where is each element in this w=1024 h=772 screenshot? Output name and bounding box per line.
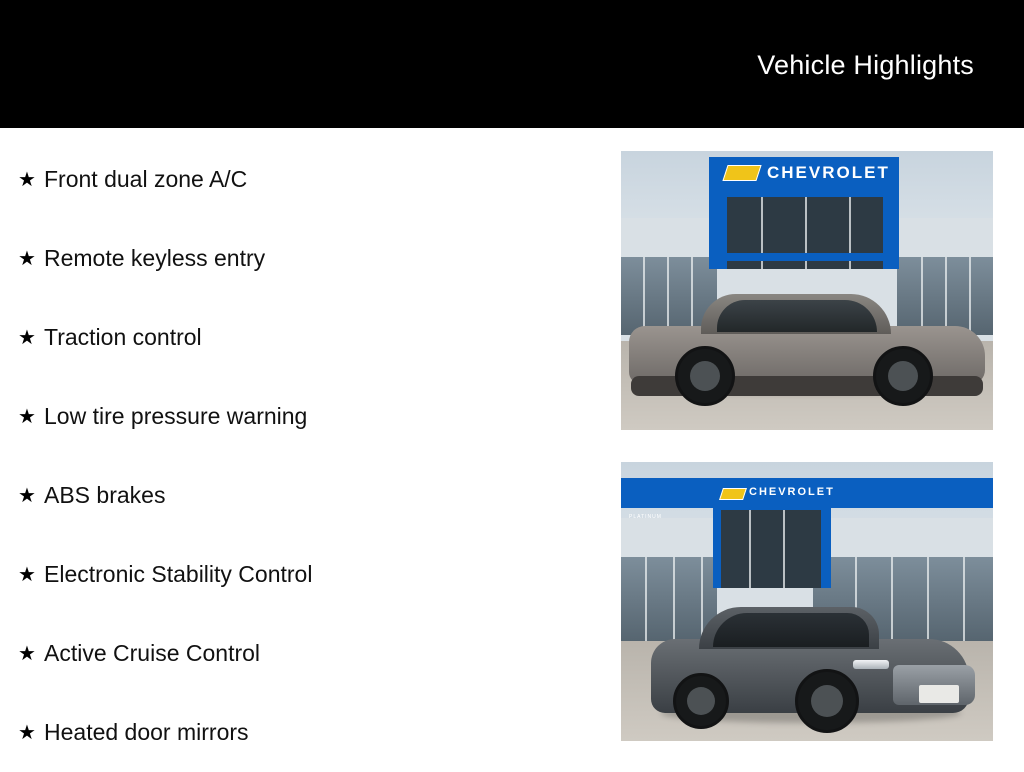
mullion (783, 510, 785, 588)
mullion (749, 510, 751, 588)
front-wheel (795, 669, 859, 733)
list-item (0, 535, 600, 614)
list-item (0, 614, 600, 693)
star-icon: ★ (18, 484, 36, 507)
list-item-label: ABS brakes (44, 482, 166, 508)
mullion (701, 557, 703, 641)
mullion (927, 557, 929, 641)
dealer-secondary-text: PLATINUM (629, 514, 662, 520)
list-item-label: Remote keyless entry (44, 245, 266, 271)
star-icon: ★ (18, 326, 36, 349)
list-item-label: Traction control (44, 324, 202, 350)
list-item (0, 456, 600, 535)
car-window-glass (717, 300, 877, 332)
license-plate (919, 685, 959, 703)
list-item-label: Active Cruise Control (44, 640, 261, 666)
list-item-label: Electronic Stability Control (44, 561, 313, 587)
mullion (643, 257, 645, 335)
headlight (853, 660, 889, 669)
car-window-glass (713, 613, 869, 647)
dealer-brand-text: CHEVROLET (749, 486, 835, 498)
star-icon: ★ (18, 168, 36, 191)
front-wheel (675, 346, 735, 406)
header-bar (0, 0, 1024, 128)
star-icon: ★ (18, 405, 36, 428)
chevrolet-bowtie-icon (719, 488, 747, 500)
vehicle-highlights-list (0, 140, 600, 772)
sign-band (719, 253, 889, 261)
list-item (0, 140, 600, 219)
vehicle-photo-side-profile (621, 151, 993, 430)
mullion (963, 557, 965, 641)
list-item (0, 377, 600, 456)
mullion (667, 257, 669, 335)
mullion (645, 557, 647, 641)
chevrolet-bowtie-icon (722, 165, 761, 181)
page-title: Vehicle Highlights (757, 50, 974, 80)
list-item-label: Front dual zone A/C (44, 166, 248, 192)
list-item-label: Low tire pressure warning (44, 403, 308, 429)
mullion (891, 557, 893, 641)
mullion (945, 257, 947, 335)
dealer-brand-text: CHEVROLET (767, 163, 890, 182)
star-icon: ★ (18, 721, 36, 744)
list-item (0, 693, 600, 772)
entry-glass (721, 510, 821, 588)
mullion (969, 257, 971, 335)
mullion (673, 557, 675, 641)
list-item (0, 219, 600, 298)
mullion (921, 257, 923, 335)
star-icon: ★ (18, 563, 36, 586)
mullion (691, 257, 693, 335)
star-icon: ★ (18, 642, 36, 665)
rear-wheel (673, 673, 729, 729)
rear-wheel (873, 346, 933, 406)
list-item (0, 298, 600, 377)
star-icon: ★ (18, 247, 36, 270)
list-item-label: Heated door mirrors (44, 719, 249, 745)
vehicle-photo-front-three-quarter (621, 462, 993, 741)
